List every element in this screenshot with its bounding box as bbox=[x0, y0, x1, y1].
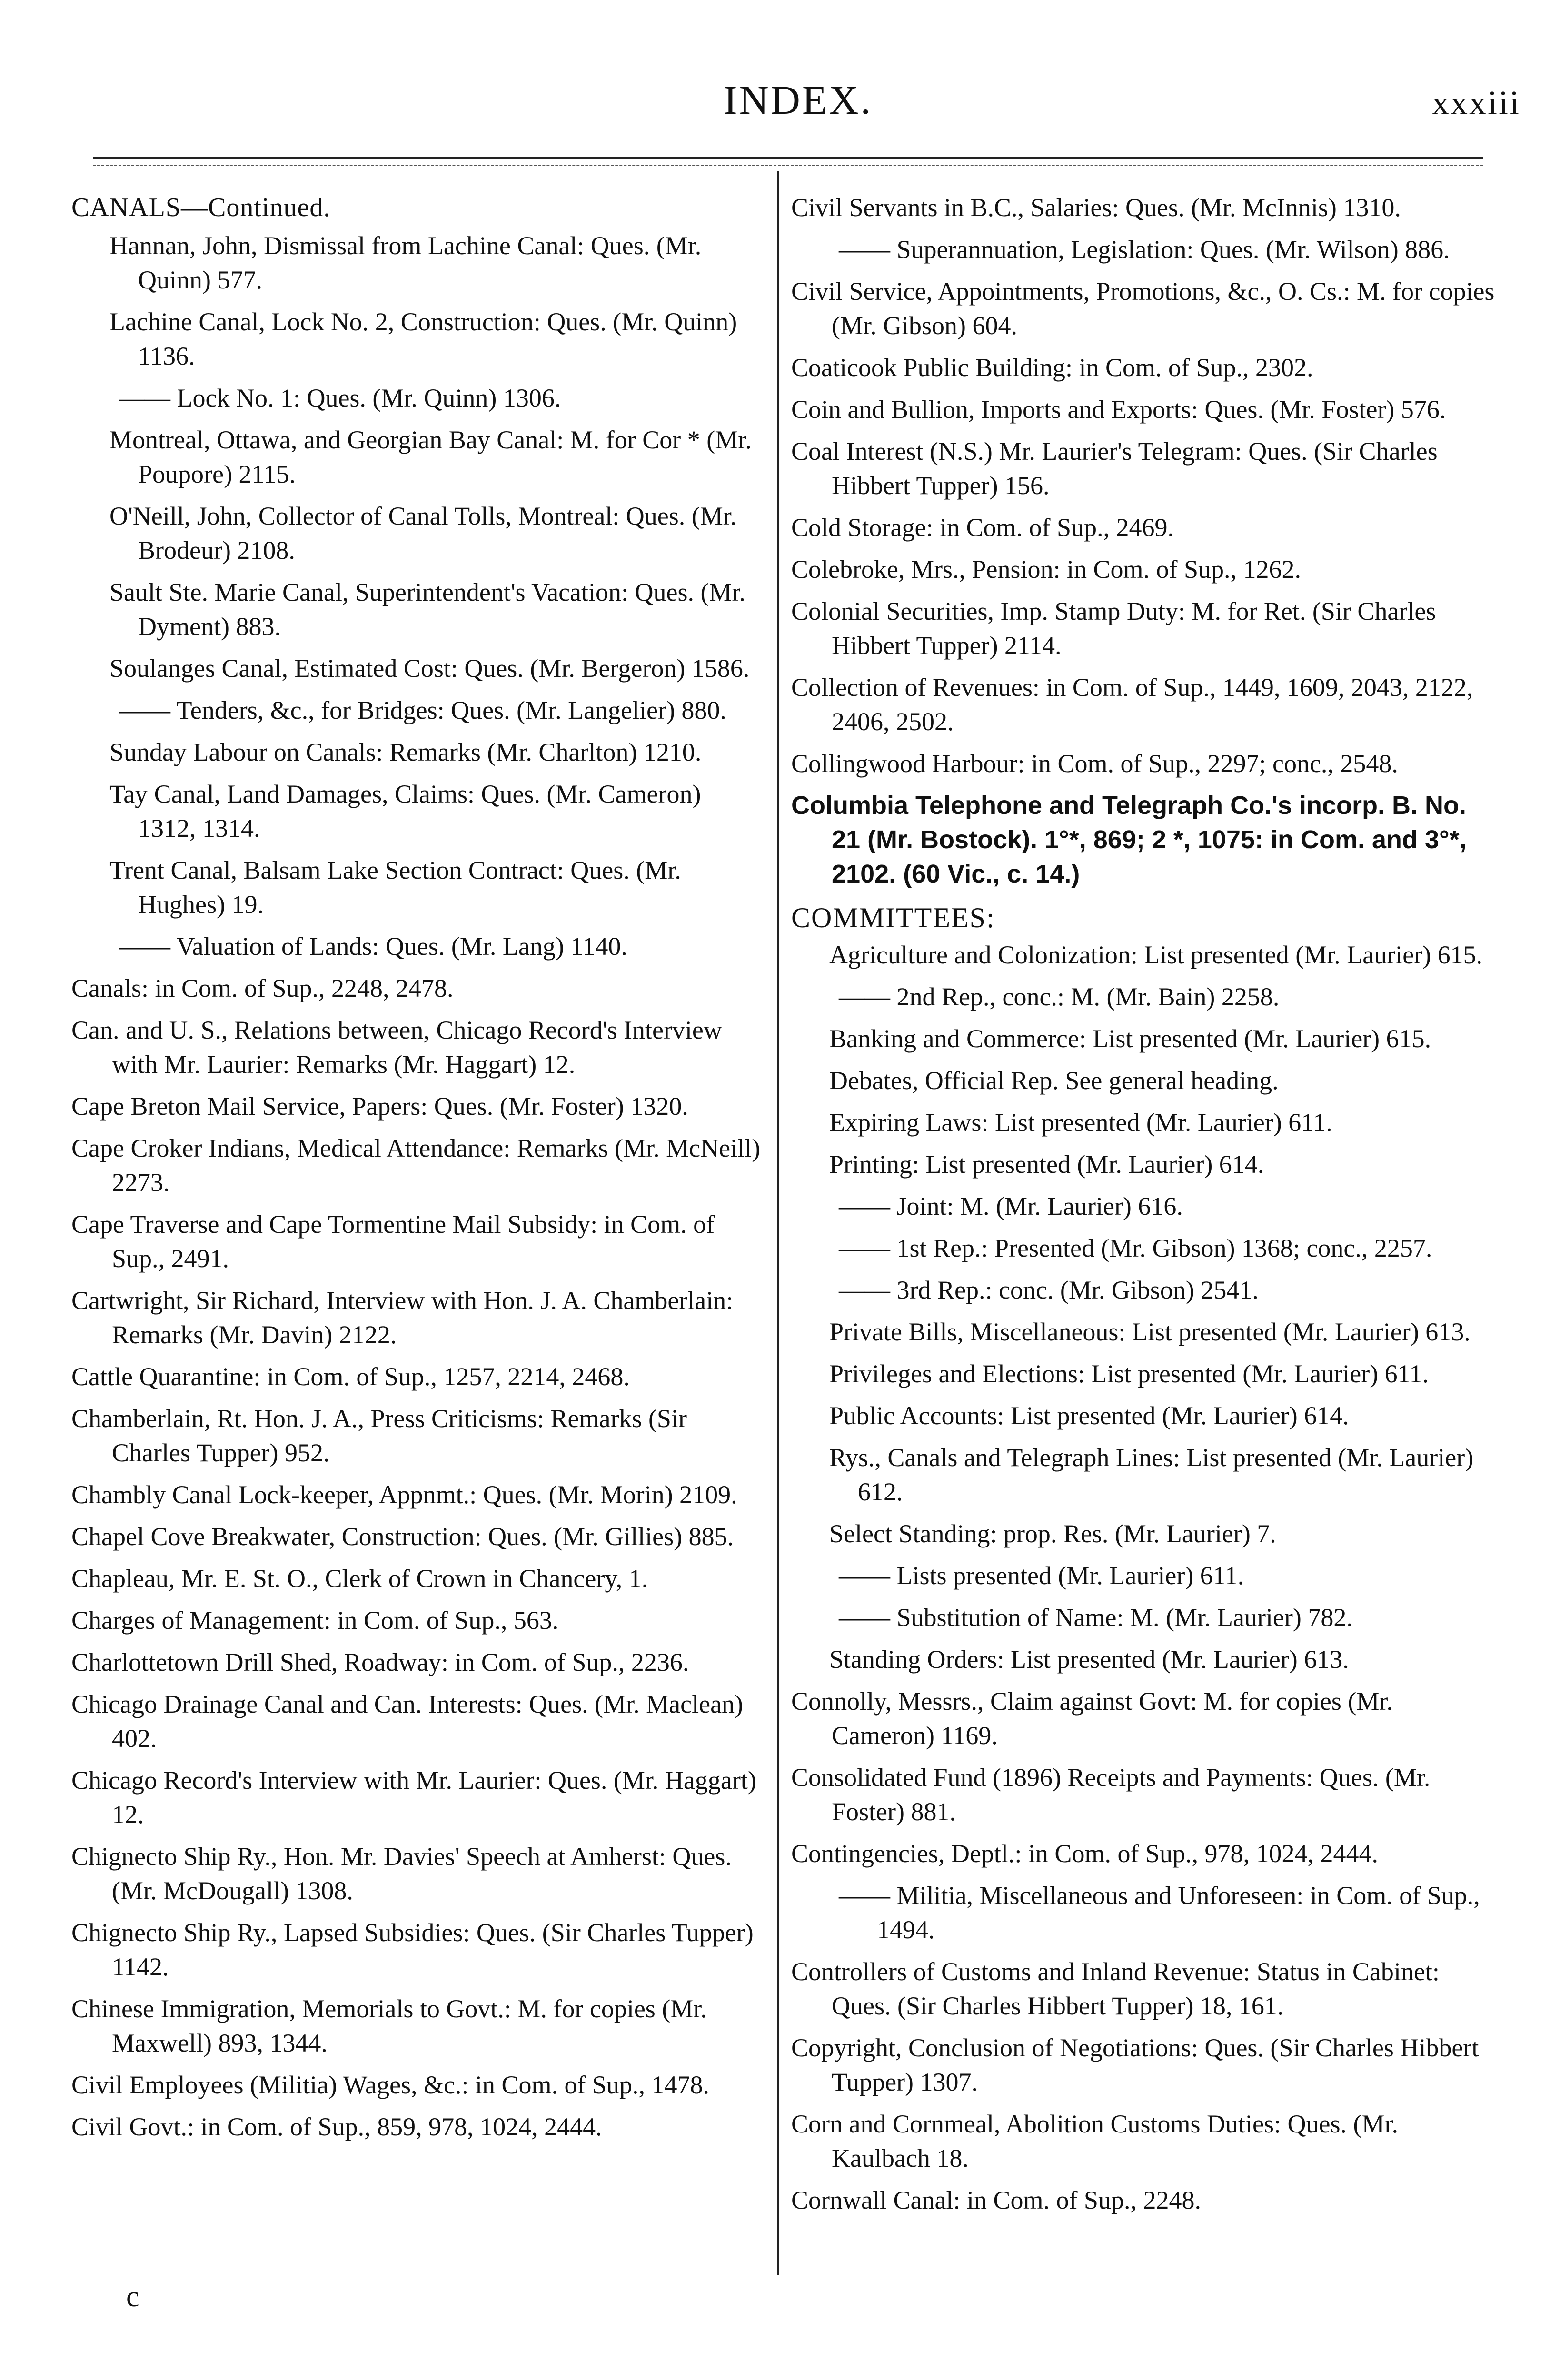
index-entry: Civil Employees (Militia) Wages, &c.: in Com. of Sup., 1478. bbox=[71, 2071, 710, 2099]
section-heading: COMMITTEES: bbox=[791, 902, 995, 933]
index-entry: Cape Traverse and Cape Tormentine Mail Subsidy: in Com. of Sup., 2491. bbox=[71, 1210, 715, 1273]
index-entry: —— 2nd Rep., conc.: M. (Mr. Bain) 2258. bbox=[839, 982, 1280, 1011]
index-entry: Rys., Canals and Telegraph Lines: List presented (Mr. Laurier) 612. bbox=[829, 1443, 1474, 1506]
index-entry: Copyright, Conclusion of Negotiations: Ques. (Sir Charles Hibbert Tupper) 1307. bbox=[791, 2033, 1479, 2096]
index-entry: Public Accounts: List presented (Mr. Laurier) 614. bbox=[829, 1401, 1349, 1430]
index-entry: Cartwright, Sir Richard, Interview with Hon. J. A. Chamberlain: Remarks (Mr. Davin) 2122. bbox=[71, 1286, 734, 1349]
index-entry: Cape Breton Mail Service, Papers: Ques. (Mr. Foster) 1320. bbox=[71, 1092, 688, 1121]
index-entry: —— Lists presented (Mr. Laurier) 611. bbox=[839, 1561, 1244, 1590]
index-entry: Montreal, Ottawa, and Georgian Bay Canal: M. for Cor * (Mr. Poupore) 2115. bbox=[109, 426, 752, 488]
index-entry: Civil Govt.: in Com. of Sup., 859, 978, 1024, 2444. bbox=[71, 2112, 602, 2141]
index-entry: Private Bills, Miscellaneous: List presented (Mr. Laurier) 613. bbox=[829, 1318, 1471, 1346]
index-entry: —— 1st Rep.: Presented (Mr. Gibson) 1368; conc., 2257. bbox=[839, 1234, 1432, 1262]
index-entry: Collection of Revenues: in Com. of Sup., 1449, 1609, 2043, 2122, 2406, 2502. bbox=[791, 673, 1473, 736]
index-entry: Chapel Cove Breakwater, Construction: Ques. (Mr. Gillies) 885. bbox=[71, 1522, 734, 1551]
column-divider bbox=[777, 171, 779, 2275]
index-entry: —— Militia, Miscellaneous and Unforeseen: in Com. of Sup., 1494. bbox=[839, 1881, 1480, 1944]
index-entry: Corn and Cornmeal, Abolition Customs Duties: Ques. (Mr. Kaulbach 18. bbox=[791, 2110, 1398, 2172]
index-entry: Hannan, John, Dismissal from Lachine Canal: Ques. (Mr. Quinn) 577. bbox=[109, 231, 702, 294]
signature-mark: c bbox=[126, 2281, 139, 2313]
index-entry: Coaticook Public Building: in Com. of Sup., 2302. bbox=[791, 353, 1313, 382]
index-entry: Printing: List presented (Mr. Laurier) 614. bbox=[829, 1150, 1264, 1179]
index-entry: Connolly, Messrs., Claim against Govt: M. for copies (Mr. Cameron) 1169. bbox=[791, 1687, 1393, 1750]
index-entry: Trent Canal, Balsam Lake Section Contract: Ques. (Mr. Hughes) 19. bbox=[109, 856, 681, 919]
index-entry: Civil Service, Appointments, Promotions, &c., O. Cs.: M. for copies (Mr. Gibson) 604. bbox=[791, 277, 1495, 340]
index-entry: Agriculture and Colonization: List presented (Mr. Laurier) 615. bbox=[829, 941, 1483, 969]
left-column bbox=[71, 190, 764, 2152]
index-entry: —— Valuation of Lands: Ques. (Mr. Lang) 1140. bbox=[119, 932, 627, 961]
index-entry: Chignecto Ship Ry., Hon. Mr. Davies' Speech at Amherst: Ques. (Mr. McDougall) 1308. bbox=[71, 1842, 732, 1905]
index-entry: Collingwood Harbour: in Com. of Sup., 2297; conc., 2548. bbox=[791, 749, 1398, 778]
index-entry: Colonial Securities, Imp. Stamp Duty: M. for Ret. (Sir Charles Hibbert Tupper) 2114. bbox=[791, 597, 1436, 660]
index-entry: Canals: in Com. of Sup., 2248, 2478. bbox=[71, 974, 454, 1002]
index-entry: Chamberlain, Rt. Hon. J. A., Press Criticisms: Remarks (Sir Charles Tupper) 952. bbox=[71, 1404, 687, 1467]
index-entry: Tay Canal, Land Damages, Claims: Ques. (Mr. Cameron) 1312, 1314. bbox=[109, 780, 701, 843]
index-entry: —— 3rd Rep.: conc. (Mr. Gibson) 2541. bbox=[839, 1276, 1259, 1304]
index-entry: Lachine Canal, Lock No. 2, Construction: Ques. (Mr. Quinn) 1136. bbox=[109, 307, 737, 370]
index-entry: Chicago Drainage Canal and Can. Interests: Ques. (Mr. Maclean) 402. bbox=[71, 1690, 744, 1753]
index-entry: Cape Croker Indians, Medical Attendance: Remarks (Mr. McNeill) 2273. bbox=[71, 1134, 761, 1197]
page-number: xxxiii bbox=[1431, 84, 1520, 122]
index-entry: Consolidated Fund (1896) Receipts and Payments: Ques. (Mr. Foster) 881. bbox=[791, 1763, 1431, 1826]
index-entry: Chinese Immigration, Memorials to Govt.: M. for copies (Mr. Maxwell) 893, 1344. bbox=[71, 1994, 707, 2057]
index-entry: Colebroke, Mrs., Pension: in Com. of Sup., 1262. bbox=[791, 555, 1302, 584]
index-entry: Debates, Official Rep. See general heading. bbox=[829, 1066, 1279, 1095]
index-entry: —— Superannuation, Legislation: Ques. (Mr. Wilson) 886. bbox=[839, 235, 1450, 264]
index-entry: Charlottetown Drill Shed, Roadway: in Com. of Sup., 2236. bbox=[71, 1648, 689, 1676]
index-entry: Coin and Bullion, Imports and Exports: Ques. (Mr. Foster) 576. bbox=[791, 395, 1446, 424]
index-entry: Sault Ste. Marie Canal, Superintendent's Vacation: Ques. (Mr. Dyment) 883. bbox=[109, 578, 745, 641]
index-entry: Chignecto Ship Ry., Lapsed Subsidies: Ques. (Sir Charles Tupper) 1142. bbox=[71, 1918, 754, 1981]
index-entry: Cold Storage: in Com. of Sup., 2469. bbox=[791, 513, 1174, 542]
index-entry: Soulanges Canal, Estimated Cost: Ques. (Mr. Bergeron) 1586. bbox=[109, 654, 750, 683]
index-entry: Civil Servants in B.C., Salaries: Ques. (Mr. McInnis) 1310. bbox=[791, 193, 1401, 222]
index-entry: Charges of Management: in Com. of Sup., 563. bbox=[71, 1606, 559, 1635]
index-entry: Expiring Laws: List presented (Mr. Laurier) 611. bbox=[829, 1108, 1332, 1137]
page-header bbox=[0, 0, 1550, 157]
index-entry: Cattle Quarantine: in Com. of Sup., 1257, 2214, 2468. bbox=[71, 1362, 630, 1391]
right-column bbox=[791, 190, 1496, 2225]
page-title: INDEX. bbox=[724, 77, 873, 123]
index-entry: Cornwall Canal: in Com. of Sup., 2248. bbox=[791, 2186, 1201, 2214]
index-entry: Select Standing: prop. Res. (Mr. Laurier) 7. bbox=[829, 1519, 1276, 1548]
index-entry: —— Joint: M. (Mr. Laurier) 616. bbox=[839, 1192, 1183, 1220]
continued-heading: CANALS—Continued. bbox=[71, 193, 331, 222]
index-entry: Standing Orders: List presented (Mr. Laurier) 613. bbox=[829, 1645, 1349, 1674]
header-rule bbox=[93, 157, 1483, 159]
index-entry: —— Lock No. 1: Ques. (Mr. Quinn) 1306. bbox=[119, 384, 561, 412]
index-entry: Controllers of Customs and Inland Revenue: Status in Cabinet: Ques. (Sir Charles Hibbert Tupper) 18, 161. bbox=[791, 1957, 1440, 2020]
index-entry: —— Tenders, &c., for Bridges: Ques. (Mr. Langelier) 880. bbox=[119, 696, 726, 724]
index-entry: Privileges and Elections: List presented (Mr. Laurier) 611. bbox=[829, 1359, 1429, 1388]
index-entry: Banking and Commerce: List presented (Mr. Laurier) 615. bbox=[829, 1024, 1431, 1053]
index-entry: —— Substitution of Name: M. (Mr. Laurier) 782. bbox=[839, 1603, 1353, 1632]
index-entry: Columbia Telephone and Telegraph Co.'s incorp. B. No. 21 (Mr. Bostock). 1°*, 869; 2 *, 1075: in Com. and 3°*, 2102. (60 Vic., c. 14.) bbox=[791, 791, 1467, 888]
index-entry: Chambly Canal Lock-keeper, Appnmt.: Ques. (Mr. Morin) 2109. bbox=[71, 1480, 737, 1509]
index-entry: Sunday Labour on Canals: Remarks (Mr. Charlton) 1210. bbox=[109, 738, 702, 766]
index-entry: Can. and U. S., Relations between, Chicago Record's Interview with Mr. Laurier: Remarks (Mr. Haggart) 12. bbox=[71, 1016, 722, 1079]
index-entry: Contingencies, Deptl.: in Com. of Sup., 978, 1024, 2444. bbox=[791, 1839, 1378, 1868]
index-entry: Coal Interest (N.S.) Mr. Laurier's Telegram: Ques. (Sir Charles Hibbert Tupper) 156. bbox=[791, 437, 1438, 500]
index-entry: Chapleau, Mr. E. St. O., Clerk of Crown in Chancery, 1. bbox=[71, 1564, 648, 1593]
header-rule-dashed bbox=[93, 165, 1483, 166]
index-entry: Chicago Record's Interview with Mr. Laurier: Ques. (Mr. Haggart) 12. bbox=[71, 1766, 756, 1829]
index-entry: O'Neill, John, Collector of Canal Tolls, Montreal: Ques. (Mr. Brodeur) 2108. bbox=[109, 502, 737, 565]
